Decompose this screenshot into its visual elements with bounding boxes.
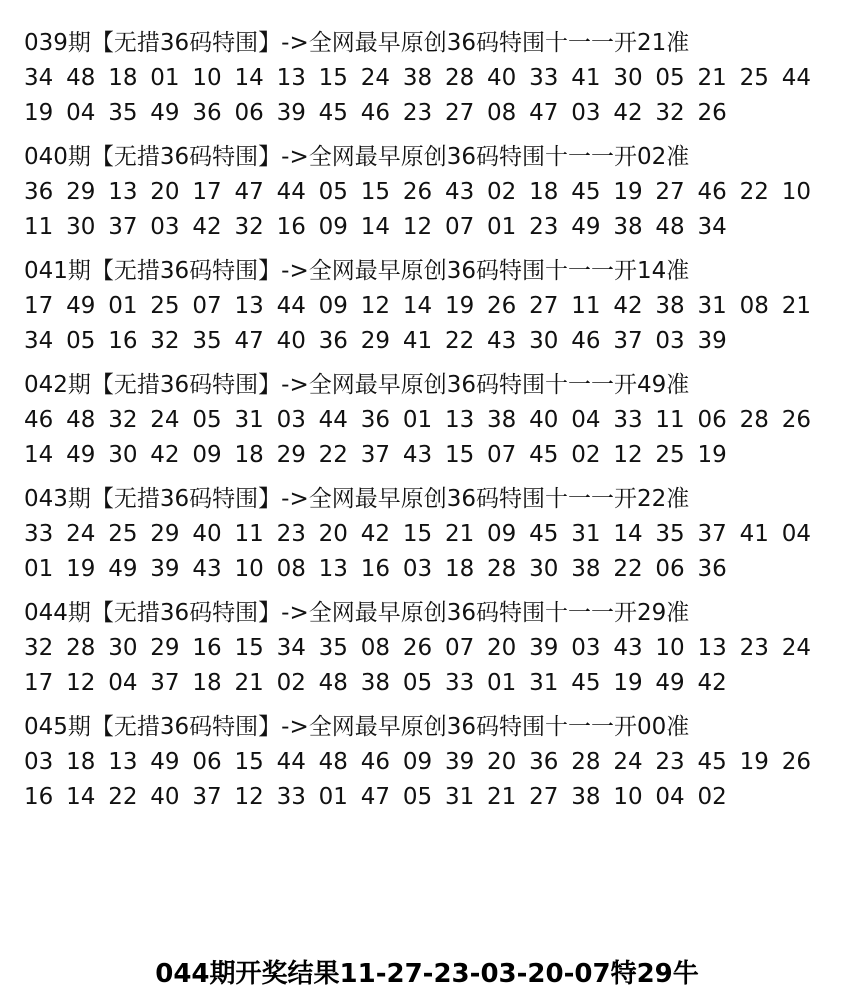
number-cell: 04 (571, 407, 601, 433)
number-row (24, 666, 834, 701)
number-cell: 38 (571, 784, 601, 810)
number-cell: 01 (487, 670, 517, 696)
number-cell: 37 (108, 214, 138, 240)
number-cell: 38 (655, 293, 685, 319)
number-cell: 19 (444, 293, 475, 319)
number-cell: 05 (66, 328, 96, 354)
number-cell: 24 (781, 635, 811, 661)
number-cell: 16 (360, 556, 391, 582)
number-cell: 03 (571, 100, 601, 126)
number-cell: 13 (108, 179, 138, 205)
number-cell: 19 (739, 749, 769, 775)
number-cell: 48 (318, 749, 348, 775)
number-cell: 10 (655, 635, 685, 661)
number-cell: 26 (697, 100, 727, 126)
number-cell: 16 (24, 784, 54, 810)
number-cell: 36 (192, 100, 222, 126)
number-cell: 49 (66, 442, 96, 468)
number-cell: 16 (192, 635, 222, 661)
number-cell: 05 (402, 784, 433, 810)
number-cell: 45 (529, 442, 559, 468)
number-cell: 05 (192, 407, 222, 433)
number-row (24, 438, 834, 473)
number-cell: 28 (487, 556, 517, 582)
number-cell: 37 (697, 521, 727, 547)
number-cell: 48 (66, 65, 96, 91)
number-row (24, 96, 834, 131)
period-header: 039期【无措36码特围】->全网最早原创36码特围十一一开21准 (24, 30, 690, 56)
number-cell: 24 (613, 749, 643, 775)
number-cell: 47 (529, 100, 559, 126)
number-cell: 46 (360, 100, 391, 126)
number-cell: 29 (150, 521, 180, 547)
number-row (24, 552, 834, 587)
number-cell: 36 (697, 556, 727, 582)
number-cell: 23 (655, 749, 685, 775)
number-cell: 11 (655, 407, 685, 433)
number-cell: 07 (444, 214, 475, 240)
number-cell: 15 (402, 521, 433, 547)
number-cell: 35 (108, 100, 138, 126)
number-cell: 49 (108, 556, 138, 582)
number-cell: 19 (24, 100, 54, 126)
number-cell: 02 (487, 179, 517, 205)
number-cell: 31 (529, 670, 559, 696)
number-cell: 14 (402, 293, 433, 319)
number-row (24, 175, 834, 210)
number-cell: 32 (655, 100, 685, 126)
number-cell: 48 (66, 407, 96, 433)
number-cell: 03 (402, 556, 433, 582)
number-cell: 09 (318, 293, 348, 319)
number-cell: 32 (108, 407, 138, 433)
number-cell: 13 (276, 65, 306, 91)
number-cell: 01 (402, 407, 433, 433)
number-cell: 38 (487, 407, 517, 433)
number-cell: 03 (24, 749, 54, 775)
number-cell: 48 (655, 214, 685, 240)
number-cell: 14 (613, 521, 643, 547)
number-cell: 40 (192, 521, 222, 547)
number-cell: 01 (487, 214, 517, 240)
number-cell: 04 (108, 670, 138, 696)
number-cell: 15 (318, 65, 348, 91)
number-cell: 04 (781, 521, 811, 547)
period-block (24, 710, 834, 815)
number-cell: 15 (360, 179, 391, 205)
number-cell: 39 (276, 100, 306, 126)
period-block (24, 140, 834, 245)
number-cell: 36 (318, 328, 348, 354)
number-cell: 29 (150, 635, 180, 661)
number-cell: 44 (276, 749, 306, 775)
period-block (24, 368, 834, 473)
number-cell: 20 (150, 179, 180, 205)
number-cell: 23 (402, 100, 433, 126)
number-cell: 49 (571, 214, 601, 240)
number-row (24, 61, 834, 96)
number-cell: 12 (360, 293, 391, 319)
number-cell: 49 (150, 100, 180, 126)
number-cell: 24 (150, 407, 180, 433)
number-cell: 17 (24, 670, 54, 696)
number-cell: 21 (697, 65, 727, 91)
number-cell: 12 (234, 784, 264, 810)
number-cell: 18 (444, 556, 475, 582)
number-cell: 45 (571, 179, 601, 205)
number-cell: 12 (402, 214, 433, 240)
number-cell: 13 (234, 293, 264, 319)
number-cell: 19 (613, 179, 643, 205)
number-cell: 09 (402, 749, 433, 775)
draw-result: 044期开奖结果11-27-23-03-20-07特29牛 (155, 959, 699, 989)
number-cell: 46 (571, 328, 601, 354)
number-row (24, 403, 834, 438)
number-cell: 07 (192, 293, 222, 319)
number-cell: 46 (360, 749, 391, 775)
number-cell: 11 (234, 521, 264, 547)
number-cell: 33 (276, 784, 306, 810)
number-cell: 33 (444, 670, 475, 696)
number-cell: 10 (234, 556, 264, 582)
number-row (24, 517, 834, 552)
number-row (24, 745, 834, 780)
number-cell: 08 (487, 100, 517, 126)
number-cell: 44 (781, 65, 811, 91)
number-cell: 15 (234, 635, 264, 661)
number-cell: 43 (487, 328, 517, 354)
number-cell: 07 (444, 635, 475, 661)
number-cell: 39 (529, 635, 559, 661)
number-cell: 38 (360, 670, 391, 696)
number-cell: 46 (24, 407, 54, 433)
number-cell: 04 (655, 784, 685, 810)
number-cell: 05 (318, 179, 348, 205)
number-cell: 34 (276, 635, 306, 661)
number-cell: 49 (150, 749, 180, 775)
number-cell: 01 (150, 65, 180, 91)
number-cell: 47 (234, 328, 264, 354)
number-cell: 39 (150, 556, 180, 582)
number-cell: 33 (24, 521, 54, 547)
number-cell: 20 (487, 749, 517, 775)
number-cell: 23 (739, 635, 769, 661)
period-header: 043期【无措36码特围】->全网最早原创36码特围十一一开22准 (24, 486, 690, 512)
number-cell: 09 (192, 442, 222, 468)
number-cell: 35 (192, 328, 222, 354)
number-cell: 26 (402, 635, 433, 661)
number-cell: 21 (234, 670, 264, 696)
number-cell: 06 (192, 749, 222, 775)
number-cell: 10 (781, 179, 811, 205)
number-cell: 27 (529, 293, 559, 319)
number-cell: 49 (66, 293, 96, 319)
number-cell: 01 (24, 556, 54, 582)
number-cell: 23 (276, 521, 306, 547)
number-cell: 18 (108, 65, 138, 91)
number-cell: 03 (571, 635, 601, 661)
number-cell: 02 (697, 784, 727, 810)
number-cell: 13 (697, 635, 727, 661)
number-cell: 34 (24, 328, 54, 354)
number-cell: 34 (697, 214, 727, 240)
number-cell: 31 (571, 521, 601, 547)
number-cell: 20 (487, 635, 517, 661)
number-cell: 36 (529, 749, 559, 775)
number-cell: 40 (276, 328, 306, 354)
number-cell: 45 (529, 521, 559, 547)
period-header: 042期【无措36码特围】->全网最早原创36码特围十一一开49准 (24, 372, 690, 398)
number-cell: 08 (739, 293, 769, 319)
number-cell: 05 (655, 65, 685, 91)
number-cell: 25 (108, 521, 138, 547)
number-cell: 25 (739, 65, 769, 91)
number-cell: 14 (66, 784, 96, 810)
number-cell: 31 (444, 784, 475, 810)
number-cell: 34 (24, 65, 54, 91)
number-cell: 35 (318, 635, 348, 661)
period-block (24, 26, 834, 131)
number-cell: 30 (66, 214, 96, 240)
number-cell: 29 (276, 442, 306, 468)
number-cell: 12 (613, 442, 643, 468)
number-cell: 12 (66, 670, 96, 696)
number-cell: 25 (150, 293, 180, 319)
number-cell: 16 (108, 328, 138, 354)
period-block (24, 596, 834, 701)
number-cell: 45 (318, 100, 348, 126)
number-cell: 06 (697, 407, 727, 433)
number-cell: 32 (24, 635, 54, 661)
number-cell: 32 (234, 214, 264, 240)
number-cell: 03 (655, 328, 685, 354)
number-cell: 19 (613, 670, 643, 696)
number-cell: 02 (276, 670, 306, 696)
number-cell: 08 (276, 556, 306, 582)
number-cell: 28 (571, 749, 601, 775)
number-cell: 29 (66, 179, 96, 205)
period-header: 041期【无措36码特围】->全网最早原创36码特围十一一开14准 (24, 258, 690, 284)
number-cell: 13 (444, 407, 475, 433)
number-cell: 07 (487, 442, 517, 468)
number-cell: 37 (360, 442, 391, 468)
number-cell: 03 (276, 407, 306, 433)
number-cell: 22 (444, 328, 475, 354)
number-cell: 05 (402, 670, 433, 696)
number-cell: 18 (234, 442, 264, 468)
number-cell: 30 (613, 65, 643, 91)
number-cell: 40 (529, 407, 559, 433)
number-cell: 40 (150, 784, 180, 810)
number-cell: 19 (66, 556, 96, 582)
number-cell: 35 (655, 521, 685, 547)
number-cell: 10 (613, 784, 643, 810)
period-header: 040期【无措36码特围】->全网最早原创36码特围十一一开02准 (24, 144, 690, 170)
number-cell: 46 (697, 179, 727, 205)
number-cell: 01 (318, 784, 348, 810)
number-cell: 42 (150, 442, 180, 468)
number-cell: 37 (613, 328, 643, 354)
number-cell: 36 (24, 179, 54, 205)
number-cell: 13 (318, 556, 348, 582)
number-cell: 06 (234, 100, 264, 126)
number-cell: 28 (444, 65, 475, 91)
period-header: 045期【无措36码特围】->全网最早原创36码特围十一一开00准 (24, 714, 690, 740)
number-cell: 28 (66, 635, 96, 661)
number-cell: 33 (613, 407, 643, 433)
number-cell: 14 (24, 442, 54, 468)
number-row (24, 210, 834, 245)
number-cell: 21 (487, 784, 517, 810)
number-cell: 24 (66, 521, 96, 547)
number-cell: 11 (24, 214, 54, 240)
number-cell: 22 (318, 442, 348, 468)
number-cell: 09 (487, 521, 517, 547)
number-cell: 26 (781, 749, 811, 775)
number-cell: 47 (360, 784, 391, 810)
number-cell: 44 (318, 407, 348, 433)
number-cell: 39 (697, 328, 727, 354)
number-cell: 41 (402, 328, 433, 354)
number-cell: 43 (444, 179, 475, 205)
number-cell: 31 (697, 293, 727, 319)
number-cell: 26 (402, 179, 433, 205)
number-cell: 31 (234, 407, 264, 433)
number-cell: 29 (360, 328, 391, 354)
number-cell: 38 (613, 214, 643, 240)
period-block (24, 482, 834, 587)
number-cell: 22 (739, 179, 769, 205)
number-cell: 25 (655, 442, 685, 468)
number-cell: 04 (66, 100, 96, 126)
number-cell: 36 (360, 407, 391, 433)
number-row (24, 780, 834, 815)
number-cell: 49 (655, 670, 685, 696)
number-cell: 11 (571, 293, 601, 319)
number-cell: 42 (192, 214, 222, 240)
number-cell: 10 (192, 65, 222, 91)
number-cell: 45 (697, 749, 727, 775)
number-cell: 27 (444, 100, 475, 126)
number-cell: 08 (360, 635, 391, 661)
number-cell: 01 (108, 293, 138, 319)
number-cell: 26 (487, 293, 517, 319)
number-cell: 38 (402, 65, 433, 91)
number-cell: 30 (108, 442, 138, 468)
number-cell: 40 (487, 65, 517, 91)
number-cell: 42 (613, 293, 643, 319)
number-cell: 16 (276, 214, 306, 240)
number-cell: 39 (444, 749, 475, 775)
number-cell: 06 (655, 556, 685, 582)
number-cell: 27 (529, 784, 559, 810)
number-cell: 44 (276, 179, 306, 205)
number-cell: 21 (444, 521, 475, 547)
number-row (24, 289, 834, 324)
number-row (24, 324, 834, 359)
number-cell: 38 (571, 556, 601, 582)
number-cell: 37 (192, 784, 222, 810)
number-cell: 23 (529, 214, 559, 240)
number-cell: 28 (739, 407, 769, 433)
number-cell: 37 (150, 670, 180, 696)
number-cell: 22 (613, 556, 643, 582)
number-cell: 44 (276, 293, 306, 319)
number-cell: 22 (108, 784, 138, 810)
number-cell: 33 (529, 65, 559, 91)
number-cell: 30 (529, 328, 559, 354)
number-cell: 41 (739, 521, 769, 547)
number-cell: 43 (613, 635, 643, 661)
prediction-list (24, 26, 834, 824)
number-cell: 26 (781, 407, 811, 433)
period-block (24, 254, 834, 359)
number-cell: 17 (192, 179, 222, 205)
number-cell: 13 (108, 749, 138, 775)
period-header: 044期【无措36码特围】->全网最早原创36码特围十一一开29准 (24, 600, 690, 626)
number-cell: 24 (360, 65, 391, 91)
number-cell: 30 (108, 635, 138, 661)
number-cell: 32 (150, 328, 180, 354)
number-cell: 27 (655, 179, 685, 205)
number-cell: 43 (402, 442, 433, 468)
number-cell: 18 (192, 670, 222, 696)
number-cell: 48 (318, 670, 348, 696)
number-cell: 20 (318, 521, 348, 547)
number-cell: 42 (697, 670, 727, 696)
number-cell: 41 (571, 65, 601, 91)
number-cell: 03 (150, 214, 180, 240)
number-row (24, 631, 834, 666)
number-cell: 42 (360, 521, 391, 547)
number-cell: 09 (318, 214, 348, 240)
number-cell: 30 (529, 556, 559, 582)
number-cell: 18 (66, 749, 96, 775)
number-cell: 14 (360, 214, 391, 240)
number-cell: 21 (781, 293, 811, 319)
number-cell: 18 (529, 179, 559, 205)
number-cell: 45 (571, 670, 601, 696)
number-cell: 47 (234, 179, 264, 205)
number-cell: 19 (697, 442, 727, 468)
number-cell: 15 (234, 749, 264, 775)
number-cell: 17 (24, 293, 54, 319)
number-cell: 15 (444, 442, 475, 468)
number-cell: 02 (571, 442, 601, 468)
number-cell: 42 (613, 100, 643, 126)
number-cell: 43 (192, 556, 222, 582)
number-cell: 14 (234, 65, 264, 91)
